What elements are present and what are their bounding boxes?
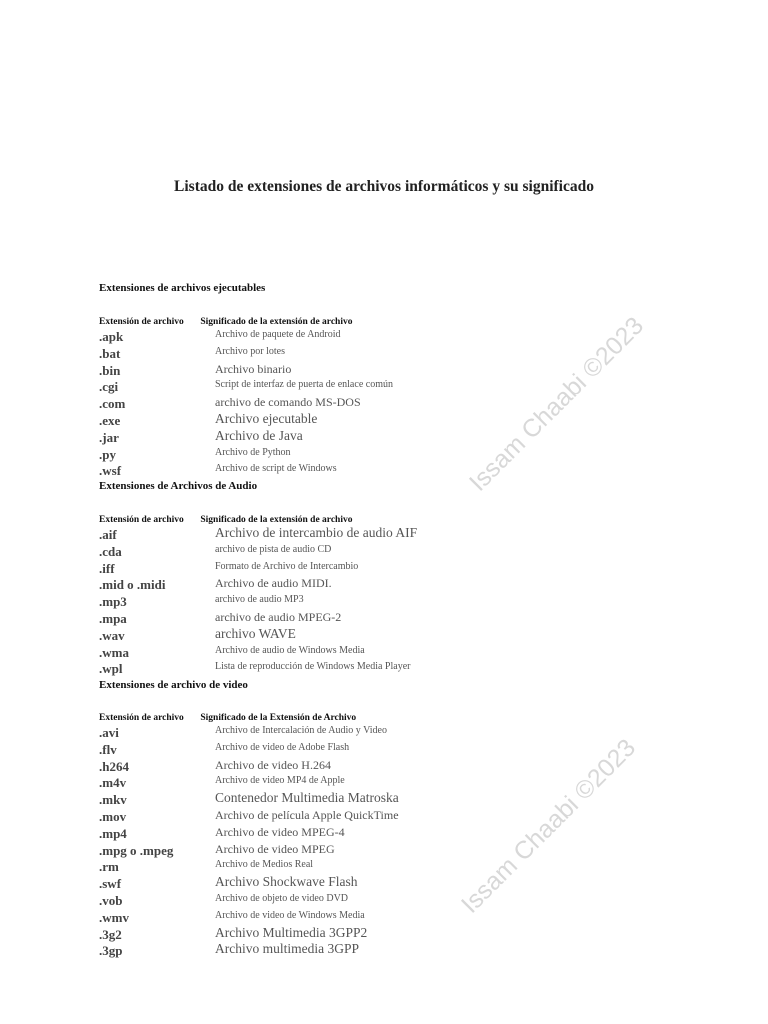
extension-cell: .mov [99, 808, 127, 824]
extension-cell: .cda [99, 543, 122, 559]
section-executables [99, 280, 659, 480]
section-heading: Extensiones de Archivos de Audio [99, 480, 258, 492]
extension-cell: .wav [99, 627, 125, 643]
extension-cell: .vob [99, 892, 123, 908]
table-row [99, 809, 659, 826]
table-row [99, 379, 659, 396]
table-row [99, 527, 659, 544]
meaning-cell: Archivo por lotes [215, 345, 285, 357]
watermark: Issam Chaabi ©2023 [463, 311, 650, 497]
table-row [99, 594, 659, 611]
extension-cell: .wmv [99, 909, 129, 925]
extension-cell: .wma [99, 644, 129, 660]
meaning-cell: Archivo de Java [215, 427, 303, 443]
extension-cell: .h264 [99, 758, 129, 774]
section-heading: Extensiones de archivo de video [99, 679, 248, 691]
table-row [99, 893, 659, 910]
extension-cell: .iff [99, 560, 115, 576]
extension-cell: .3gp [99, 943, 123, 959]
table-row [99, 876, 659, 893]
extension-cell: .m4v [99, 775, 127, 791]
meaning-cell: Archivo Shockwave Flash [215, 874, 358, 890]
table-row [99, 396, 659, 413]
section-audio [99, 478, 659, 678]
table-row [99, 410, 659, 430]
table-row [99, 859, 659, 876]
table-row [99, 561, 659, 578]
table-row [99, 577, 659, 594]
extension-cell: .mpg o .mpeg [99, 842, 174, 858]
table-row [99, 427, 659, 447]
meaning-cell: Archivo de video H.264 [215, 757, 331, 772]
meaning-cell: Formato de Archivo de Intercambio [215, 560, 359, 572]
meaning-cell: Archivo de audio MIDI. [215, 576, 332, 591]
meaning-cell: archivo WAVE [215, 625, 296, 641]
table-row [99, 759, 659, 776]
extension-cell: .avi [99, 725, 119, 740]
meaning-cell: archivo de audio MPEG-2 [215, 609, 342, 624]
extension-cell: .bin [99, 362, 121, 378]
column-header-extension: Extensión de archivo [99, 515, 184, 525]
meaning-cell: Archivo de video de Adobe Flash [215, 741, 350, 753]
section-video [99, 677, 659, 960]
meaning-cell: Archivo de video MPEG [215, 841, 335, 856]
meaning-cell: Archivo de video MPEG-4 [215, 824, 345, 839]
table-row [99, 826, 659, 843]
meaning-cell: Archivo binario [215, 361, 292, 376]
meaning-cell: archivo de comando MS-DOS [215, 395, 361, 410]
table-row [99, 661, 659, 678]
table-row [99, 843, 659, 860]
table-row [99, 725, 659, 742]
table-row [99, 625, 659, 645]
meaning-cell: Archivo multimedia 3GPP [215, 941, 359, 957]
table-row [99, 544, 659, 561]
extension-cell: .mid o .midi [99, 577, 166, 593]
extension-cell: .swf [99, 876, 122, 892]
column-headers [99, 316, 659, 329]
extension-cell: .3g2 [99, 926, 122, 942]
meaning-cell: Archivo de video de Windows Media [215, 909, 365, 921]
column-header-extension: Extensión de archivo [99, 713, 184, 723]
extension-cell: .apk [99, 329, 124, 344]
extension-cell: .wsf [99, 463, 122, 479]
extension-cell: .bat [99, 345, 121, 361]
extension-cell: .wpl [99, 661, 123, 677]
extension-cell: .jar [99, 429, 119, 445]
column-header-meaning: Significado de la extensión de archivo [200, 515, 353, 525]
table-row [99, 329, 659, 346]
extension-cell: .exe [99, 412, 121, 428]
meaning-cell: archivo de pista de audio CD [215, 543, 332, 555]
meaning-cell: Archivo de paquete de Android [215, 329, 341, 340]
document-title: Listado de extensiones de archivos informáticos y su significado [174, 178, 594, 195]
table-row [99, 447, 659, 464]
meaning-cell: archivo de audio MP3 [215, 594, 304, 606]
meaning-cell: Archivo de audio de Windows Media [215, 644, 365, 656]
meaning-cell: Archivo de script de Windows [215, 463, 337, 475]
table-row [99, 943, 659, 960]
extension-cell: .aif [99, 527, 117, 542]
extension-cell: .mpa [99, 610, 127, 626]
table-row [99, 611, 659, 628]
extension-cell: .com [99, 396, 126, 412]
meaning-cell: Contenedor Multimedia Matroska [215, 790, 399, 806]
table-row [99, 742, 659, 759]
watermark: Issam Chaabi ©2023 [455, 733, 642, 919]
extension-cell: .rm [99, 859, 119, 875]
extension-cell: .mp3 [99, 594, 127, 610]
meaning-cell: Archivo de película Apple QuickTime [215, 807, 399, 822]
table-row [99, 910, 659, 927]
meaning-cell: Archivo Multimedia 3GPP2 [215, 924, 368, 940]
column-header-meaning: Significado de la extensión de archivo [200, 317, 353, 327]
meaning-cell: Archivo ejecutable [215, 410, 318, 426]
meaning-cell: Archivo de video MP4 de Apple [215, 775, 345, 787]
meaning-cell: Archivo de objeto de video DVD [215, 892, 349, 904]
meaning-cell: Archivo de intercambio de audio AIF [215, 525, 418, 540]
extension-cell: .mkv [99, 792, 127, 808]
table-row [99, 346, 659, 363]
meaning-cell: Script de interfaz de puerta de enlace común [215, 379, 393, 391]
extension-cell: .flv [99, 741, 117, 757]
section-heading: Extensiones de archivos ejecutables [99, 282, 266, 294]
column-header-meaning: Significado de la Extensión de Archivo [200, 713, 357, 723]
extension-cell: .mp4 [99, 825, 127, 841]
meaning-cell: Archivo de Python [215, 446, 291, 458]
meaning-cell: Archivo de Medios Real [215, 859, 314, 871]
meaning-cell: Lista de reproducción de Windows Media Player [215, 661, 411, 673]
extension-cell: .py [99, 446, 116, 462]
column-header-extension: Extensión de archivo [99, 317, 184, 327]
extension-cell: .cgi [99, 379, 119, 395]
table-row [99, 924, 659, 944]
meaning-cell: Archivo de Intercalación de Audio y Video [215, 725, 387, 736]
